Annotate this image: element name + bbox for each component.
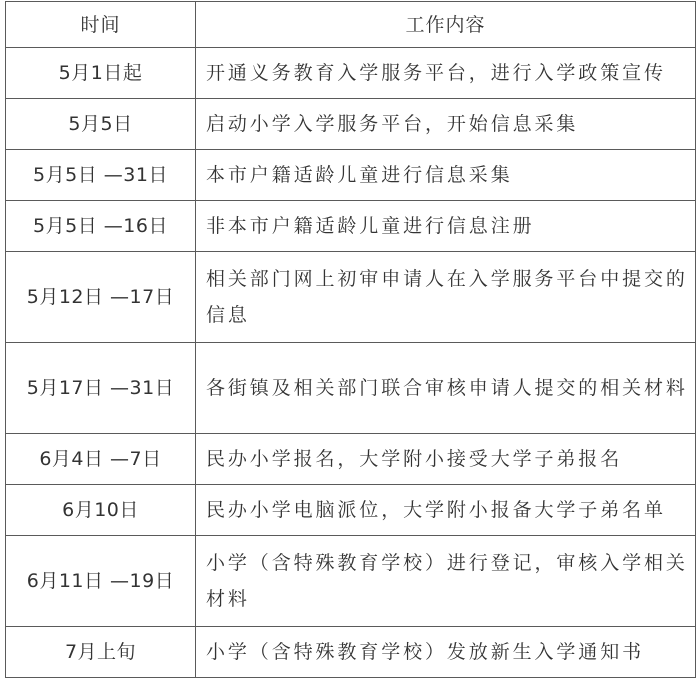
row-content-cell: 开通义务教育入学服务平台，进行入学政策宣传 xyxy=(196,48,696,99)
row-time-cell: 5月12日 —17日 xyxy=(6,252,196,343)
row-content-cell: 民办小学电脑派位，大学附小报备大学子弟名单 xyxy=(196,485,696,536)
header-time: 时间 xyxy=(6,2,196,48)
table-row xyxy=(6,434,696,485)
table-row xyxy=(6,343,696,434)
table-row xyxy=(6,485,696,536)
row-time-cell: 6月11日 —19日 xyxy=(6,536,196,627)
row-content-cell: 小学（含特殊教育学校）发放新生入学通知书 xyxy=(196,627,696,678)
table-row xyxy=(6,99,696,150)
row-time-cell: 6月10日 xyxy=(6,485,196,536)
row-content-cell: 民办小学报名，大学附小接受大学子弟报名 xyxy=(196,434,696,485)
row-time-cell: 7月上旬 xyxy=(6,627,196,678)
row-content-cell: 小学（含特殊教育学校）进行登记，审核入学相关材料 xyxy=(196,536,696,627)
schedule-table xyxy=(5,1,696,678)
row-time-cell: 6月4日 —7日 xyxy=(6,434,196,485)
table-row xyxy=(6,48,696,99)
table-header-row xyxy=(6,2,696,48)
row-content-cell: 非本市户籍适龄儿童进行信息注册 xyxy=(196,201,696,252)
row-time-cell: 5月5日 xyxy=(6,99,196,150)
row-content-cell: 启动小学入学服务平台，开始信息采集 xyxy=(196,99,696,150)
table-row xyxy=(6,150,696,201)
header-content: 工作内容 xyxy=(196,2,696,48)
table-row xyxy=(6,536,696,627)
row-content-cell: 本市户籍适龄儿童进行信息采集 xyxy=(196,150,696,201)
row-time-cell: 5月5日 —16日 xyxy=(6,201,196,252)
table-row xyxy=(6,627,696,678)
table-body xyxy=(6,48,696,678)
row-time-cell: 5月5日 —31日 xyxy=(6,150,196,201)
table-row xyxy=(6,201,696,252)
row-time-cell: 5月1日起 xyxy=(6,48,196,99)
row-content-cell: 各街镇及相关部门联合审核申请人提交的相关材料 xyxy=(196,343,696,434)
table-row xyxy=(6,252,696,343)
row-content-cell: 相关部门网上初审申请人在入学服务平台中提交的信息 xyxy=(196,252,696,343)
row-time-cell: 5月17日 —31日 xyxy=(6,343,196,434)
